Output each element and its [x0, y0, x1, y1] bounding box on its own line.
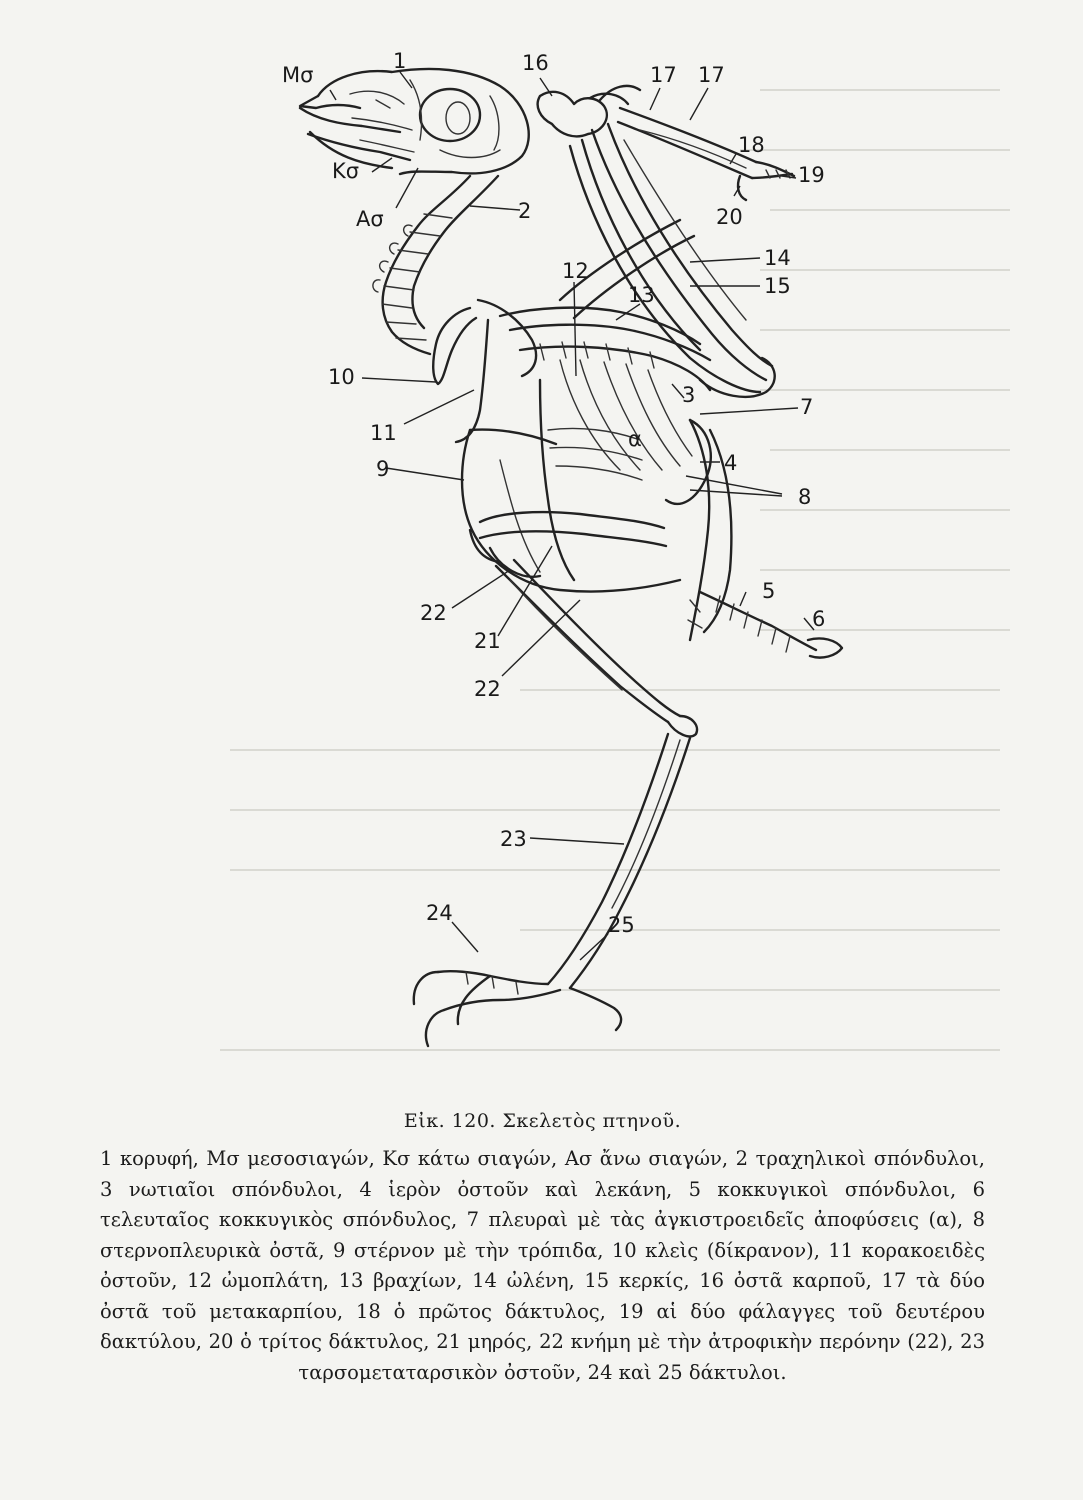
label-6: 6	[812, 607, 826, 631]
label-11: 11	[370, 421, 397, 445]
label-13: 13	[628, 283, 655, 307]
label-12: 12	[562, 259, 589, 283]
figure-caption	[100, 1110, 985, 1388]
shoulder-girdle	[433, 300, 710, 442]
cervical-vertebrae	[373, 176, 498, 354]
label-9: 9	[376, 457, 390, 481]
label-18: 18	[738, 133, 765, 157]
label-1: 1	[393, 49, 407, 73]
label-7: 7	[800, 395, 814, 419]
label-25: 25	[608, 913, 635, 937]
label-14: 14	[764, 246, 791, 270]
label-ks: Κσ	[332, 159, 360, 183]
label-15: 15	[764, 274, 791, 298]
label-16: 16	[522, 51, 549, 75]
label-22a: 22	[420, 601, 447, 625]
label-3: 3	[682, 383, 696, 407]
label-24: 24	[426, 901, 453, 925]
label-8: 8	[798, 485, 812, 509]
label-21: 21	[474, 629, 501, 653]
foot	[414, 971, 621, 1046]
label-ms: Μσ	[282, 63, 314, 87]
label-10: 10	[328, 365, 355, 389]
label-22b: 22	[474, 677, 501, 701]
label-2: 2	[518, 199, 532, 223]
bleed-through-text	[220, 90, 1010, 1050]
label-as: Ασ	[356, 207, 384, 231]
label-4: 4	[724, 451, 738, 475]
label-23: 23	[500, 827, 527, 851]
label-5: 5	[762, 579, 776, 603]
label-20: 20	[716, 205, 743, 229]
label-17a: 17	[650, 63, 677, 87]
label-17b: 17	[698, 63, 725, 87]
label-19: 19	[798, 163, 825, 187]
caption-title: Εἰκ. 120. Σκελετὸς πτηνοῦ.	[403, 1110, 682, 1132]
label-alpha: α	[628, 427, 642, 451]
caption-legend: 1 κορυφή, Μσ μεσοσιαγών, Κσ κάτω σιαγών, Ασ ἄνω σιαγών, 2 τραχηλικοὶ σπόνδυλοι, 3 νωτιαῖοι σπόνδυλοι, 4 ἱερὸν ὀστοῦν καὶ λεκάνη, 5 κοκκυγικοὶ σπόνδυλοι, 6 τελευταῖος κοκκυγικὸς σπόνδυλος, 7 πλευραὶ μὲ τὰς ἀγκιστροειδεῖς ἀποφύσεις (α), 8 στερνοπλευρικὰ ὀστᾶ, 9 στέρνον μὲ τὴν τρόπιδα, 10 κλεὶς (δίκρανον), 11 κορακοειδὲς ὀστοῦν, 12 ὠμοπλάτη, 13 βραχίων, 14 ὠλένη, 15 κερκίς, 16 ὀστᾶ καρποῦ, 17 τὰ δύο ὀστᾶ τοῦ μετακαρπίου, 18 ὁ πρῶτος δάκτυλος, 19 αἱ δύο φάλαγγες τοῦ δευτέρου δακτύλου, 20 ὁ τρίτος δάκτυλος, 21 μηρός, 22 κνήμη μὲ τὴν ἀτροφικὴν περόνην (22), 23 ταρσομεταταρσικὸν ὀστοῦν, 24 καὶ 25 δάκτυλοι.	[100, 1147, 985, 1384]
